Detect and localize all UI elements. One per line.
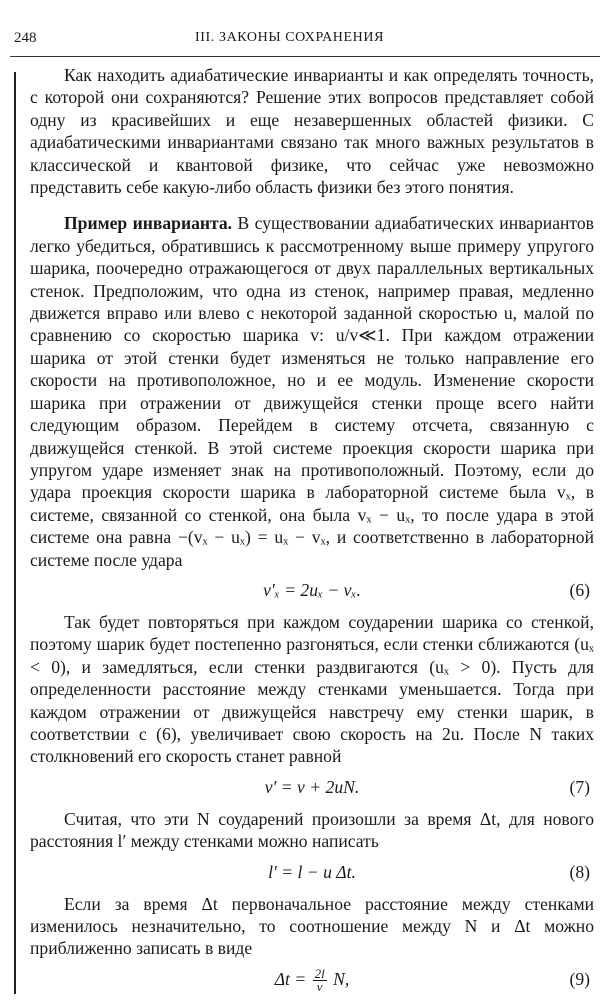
- equation-8: [30, 853, 594, 893]
- paragraph-4: Считая, что эти N соударений произошли за время Δt, для нового расстояния l′ между стенками можно написать: [30, 808, 594, 852]
- paragraph-1: Как находить адиабатические инварианты и как определять точность, с которой они сохраняются? Решение этих вопросов представляет собой одну из красивейших и еще незавершенных областей физики. С адиабатическими инвариантами связано так много важных результатов в классической и квантовой физике, что сейчас уже невозможно представить себе какую-либо область физики без этого понятия.: [30, 65, 594, 198]
- equation-9-number: (9): [569, 968, 590, 989]
- equation-8-number: (8): [569, 861, 590, 882]
- equation-9: [30, 960, 594, 1000]
- equation-7: [30, 768, 594, 808]
- paragraph-5: Если за время Δt первоначальное расстояние между стенками изменилось незначительно, то соотношение между N и Δt можно приближенно записать в виде: [30, 893, 594, 959]
- equation-9-rhs: N,: [333, 968, 350, 989]
- body-text: [30, 64, 594, 1000]
- equation-9-formula: [30, 968, 594, 993]
- header-rule: [10, 56, 600, 57]
- equation-8-formula: l′ = l − u Δt.: [268, 861, 356, 882]
- paragraph-2-text: В существовании адиабатических инвариантов легко убедиться, обратившись к рассмотренному выше примеру упругого шарика, поочередно отражающегося от двух параллельных вертикальных стенок. Предположим, что одна из стенок, например правая, медленно движется вправо или влево с некоторой заданной скоростью u, малой по сравнению со скоростью шарика v: u/v≪1. При каждом отражении шарика от этой стенки будет изменяться не только направление его скорости на противоположное, но и ее модуль. Изменение скорости шарика при отражении от движущейся стенки проще всего найти следующим образом. Перейдем в систему отсчета, связанную с движущейся стенкой. В этой системе проекция скорости шарика при упругом ударе изменяет знак на противоположный. Поэтому, если до удара проекция скорости шарика в лабораторной системе была vₓ, в системе, связанной со стенкой, она была vₓ − uₓ, то после удара в этой системе она равна −(vₓ − uₓ) = uₓ − vₓ, и соответственно в лабораторной системе после удара: [30, 213, 594, 570]
- equation-6-number: (6): [569, 579, 590, 600]
- spacer: [30, 198, 594, 212]
- page-number: 248: [14, 30, 37, 46]
- paragraph-3: Так будет повторяться при каждом соударении шарика со стенкой, поэтому шарик будет постепенно разгоняться, если стенки сближаются (uₓ < 0), и замедляться, если стенки раздвигаются (uₓ > 0). Пусть для определенности расстояние между стенками уменьшается. Тогда при каждом отражении от движущейся навстречу ему стенки шарик, в соответствии с (6), увеличивает свою скорость на 2u. После N таких столкновений его скорость станет равной: [30, 611, 594, 767]
- fraction-numerator: 2l: [314, 966, 325, 982]
- equation-6: [30, 571, 594, 611]
- fraction-denominator: v: [316, 979, 323, 995]
- equation-6-formula: v′ₓ = 2uₓ − vₓ.: [263, 579, 361, 600]
- equation-9-fraction: [313, 968, 327, 993]
- chapter-title: III. ЗАКОНЫ СОХРАНЕНИЯ: [195, 30, 385, 45]
- section-heading: Пример инварианта.: [64, 213, 233, 234]
- equation-7-formula: v′ = v + 2uN.: [264, 776, 360, 797]
- paragraph-2: [30, 212, 594, 571]
- margin-bar: [14, 72, 16, 994]
- equation-9-lhs: Δt =: [274, 968, 307, 989]
- equation-7-number: (7): [569, 776, 590, 797]
